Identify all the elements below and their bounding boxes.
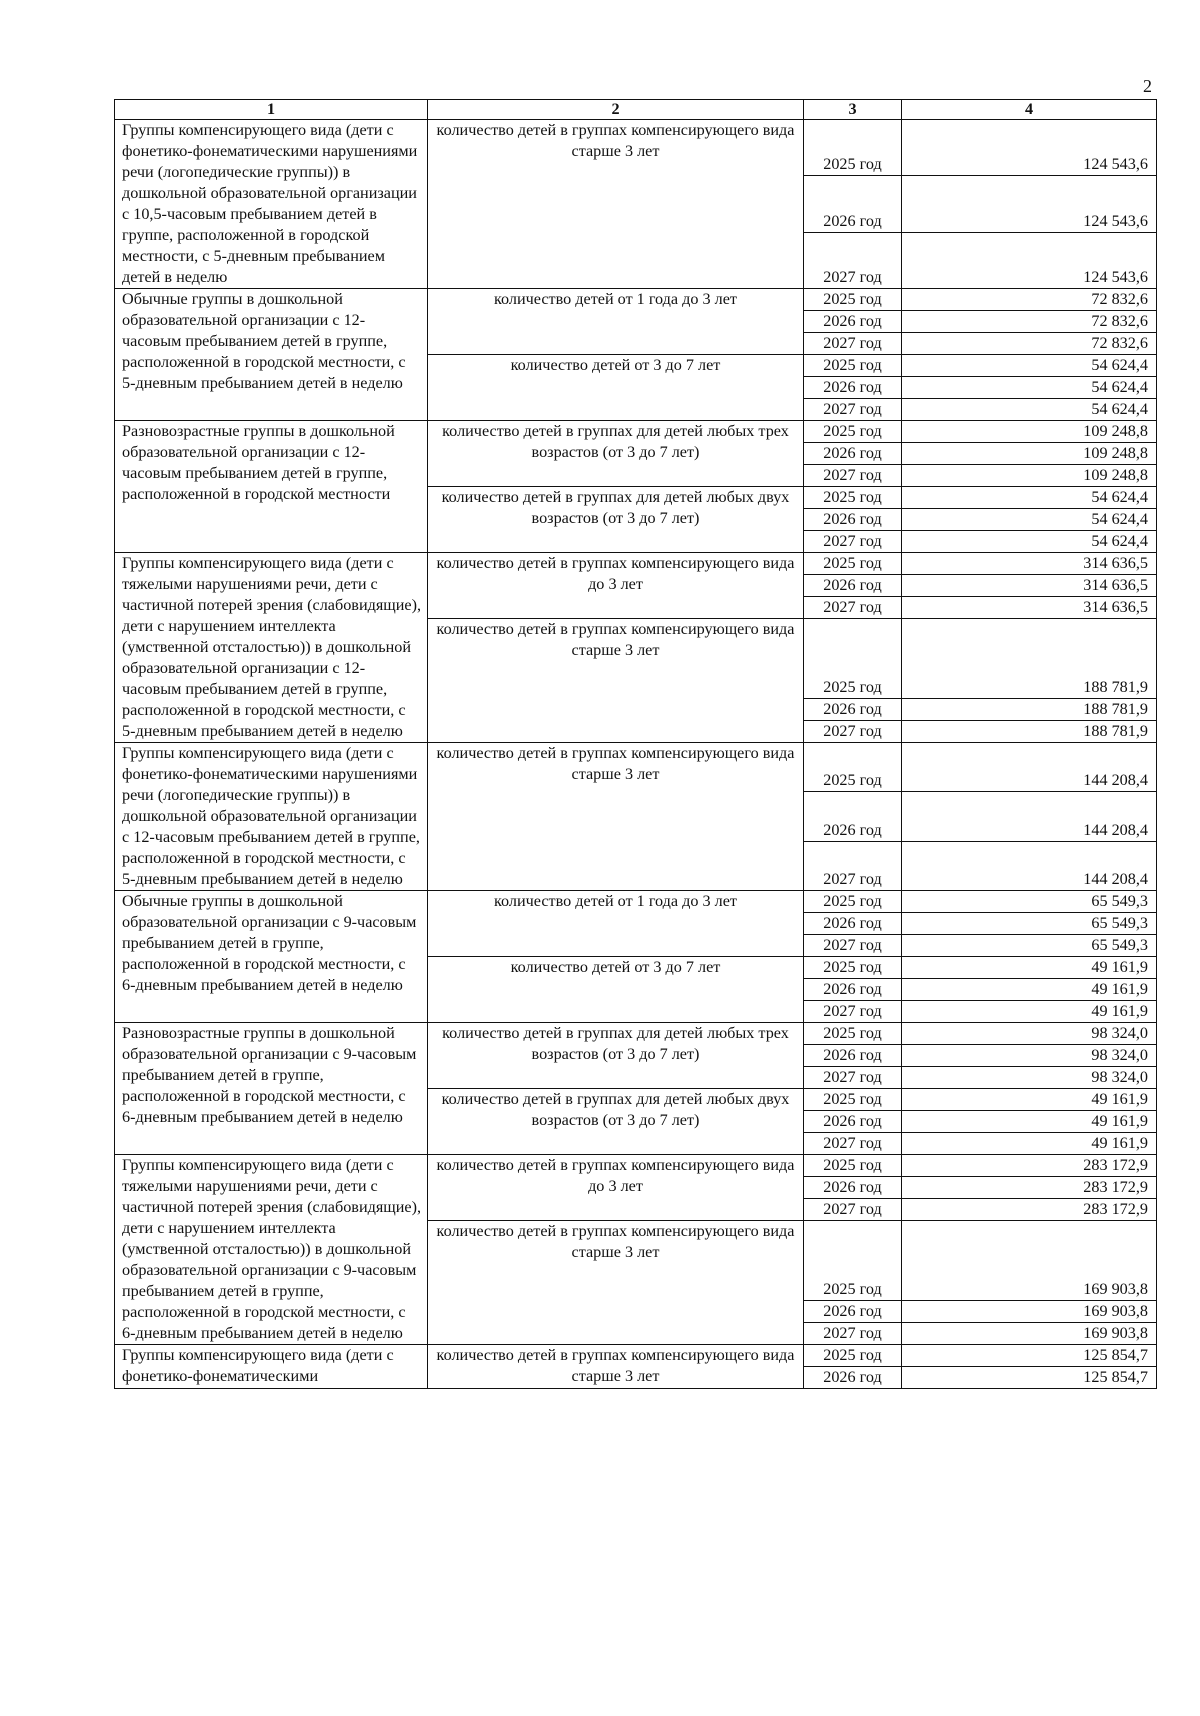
- year-cell: 2027 год: [804, 597, 902, 619]
- value-cell: 169 903,8: [902, 1323, 1157, 1345]
- year-cell: 2026 год: [804, 699, 902, 721]
- year-cell: 2025 год: [804, 957, 902, 979]
- table-row: [115, 743, 1157, 792]
- value-cell: 314 636,5: [902, 597, 1157, 619]
- page-number: 2: [1143, 76, 1152, 96]
- table-row: [115, 1155, 1157, 1177]
- value-cell: 65 549,3: [902, 935, 1157, 957]
- year-cell: 2025 год: [804, 1221, 902, 1301]
- year-cell: 2025 год: [804, 1155, 902, 1177]
- year-cell: 2026 год: [804, 1111, 902, 1133]
- value-cell: 72 832,6: [902, 333, 1157, 355]
- value-cell: 54 624,4: [902, 399, 1157, 421]
- year-cell: 2025 год: [804, 120, 902, 176]
- year-cell: 2026 год: [804, 792, 902, 841]
- year-cell: 2027 год: [804, 721, 902, 743]
- table-row: [115, 289, 1157, 311]
- header-col-4: 4: [902, 100, 1157, 120]
- year-cell: 2025 год: [804, 619, 902, 699]
- value-cell: 54 624,4: [902, 509, 1157, 531]
- year-cell: 2026 год: [804, 509, 902, 531]
- year-cell: 2025 год: [804, 487, 902, 509]
- value-cell: 144 208,4: [902, 743, 1157, 792]
- group-name: Группы компенсирующего вида (дети с тяжелыми нарушениями речи, дети с частичной потерей зрения (слабовидящие), дети с нарушением интеллекта (умственной отсталостью)) в дошкольной образовательной организации с 12-часовым пребыванием детей в группе, расположенной в городской местности, с 5-дневным пребыванием детей в неделю: [115, 553, 428, 743]
- indicator-label: количество детей в группах компенсирующего вида старше 3 лет: [428, 120, 804, 289]
- indicator-label: количество детей в группах компенсирующего вида до 3 лет: [428, 1155, 804, 1221]
- value-cell: 169 903,8: [902, 1301, 1157, 1323]
- value-cell: 283 172,9: [902, 1177, 1157, 1199]
- indicator-label: количество детей в группах компенсирующего вида старше 3 лет: [428, 1221, 804, 1345]
- table-row: [115, 553, 1157, 575]
- indicator-label: количество детей в группах для детей любых двух возрастов (от 3 до 7 лет): [428, 487, 804, 553]
- group-name: Группы компенсирующего вида (дети с тяжелыми нарушениями речи, дети с частичной потерей зрения (слабовидящие), дети с нарушением интеллекта (умственной отсталостью)) в дошкольной образовательной организации с 9-часовым пребыванием детей в группе, расположенной в городской местности, с 6-дневным пребыванием детей в неделю: [115, 1155, 428, 1345]
- year-cell: 2027 год: [804, 399, 902, 421]
- value-cell: 124 543,6: [902, 120, 1157, 176]
- year-cell: 2027 год: [804, 465, 902, 487]
- year-cell: 2026 год: [804, 575, 902, 597]
- value-cell: 314 636,5: [902, 575, 1157, 597]
- value-cell: 124 543,6: [902, 232, 1157, 288]
- group-name: Разновозрастные группы в дошкольной образовательной организации с 12-часовым пребыванием детей в группе, расположенной в городской местности: [115, 421, 428, 553]
- indicator-label: количество детей от 3 до 7 лет: [428, 355, 804, 421]
- year-cell: 2026 год: [804, 979, 902, 1001]
- year-cell: 2026 год: [804, 311, 902, 333]
- table-header-row: [115, 100, 1157, 120]
- year-cell: 2025 год: [804, 421, 902, 443]
- value-cell: 109 248,8: [902, 443, 1157, 465]
- year-cell: 2025 год: [804, 355, 902, 377]
- year-cell: 2027 год: [804, 333, 902, 355]
- value-cell: 144 208,4: [902, 841, 1157, 890]
- group-name: Группы компенсирующего вида (дети с фонетико-фонематическими: [115, 1345, 428, 1389]
- value-cell: 188 781,9: [902, 699, 1157, 721]
- tariff-table: [114, 99, 1157, 1389]
- value-cell: 98 324,0: [902, 1045, 1157, 1067]
- year-cell: 2025 год: [804, 1345, 902, 1367]
- year-cell: 2026 год: [804, 1301, 902, 1323]
- year-cell: 2026 год: [804, 1045, 902, 1067]
- value-cell: 98 324,0: [902, 1067, 1157, 1089]
- year-cell: 2025 год: [804, 553, 902, 575]
- year-cell: 2027 год: [804, 1199, 902, 1221]
- value-cell: 72 832,6: [902, 289, 1157, 311]
- year-cell: 2026 год: [804, 443, 902, 465]
- year-cell: 2025 год: [804, 289, 902, 311]
- year-cell: 2025 год: [804, 891, 902, 913]
- value-cell: 283 172,9: [902, 1155, 1157, 1177]
- indicator-label: количество детей в группах для детей любых двух возрастов (от 3 до 7 лет): [428, 1089, 804, 1155]
- value-cell: 54 624,4: [902, 487, 1157, 509]
- value-cell: 144 208,4: [902, 792, 1157, 841]
- indicator-label: количество детей в группах компенсирующего вида старше 3 лет: [428, 743, 804, 891]
- value-cell: 65 549,3: [902, 913, 1157, 935]
- year-cell: 2027 год: [804, 531, 902, 553]
- group-name: Обычные группы в дошкольной образовательной организации с 9-часовым пребыванием детей в группе, расположенной в городской местности, с 6-дневным пребыванием детей в неделю: [115, 891, 428, 1023]
- header-col-1: 1: [115, 100, 428, 120]
- indicator-label: количество детей от 3 до 7 лет: [428, 957, 804, 1023]
- indicator-label: количество детей от 1 года до 3 лет: [428, 289, 804, 355]
- value-cell: 49 161,9: [902, 979, 1157, 1001]
- value-cell: 49 161,9: [902, 1089, 1157, 1111]
- value-cell: 188 781,9: [902, 619, 1157, 699]
- year-cell: 2027 год: [804, 1067, 902, 1089]
- year-cell: 2025 год: [804, 1089, 902, 1111]
- header-col-3: 3: [804, 100, 902, 120]
- indicator-label: количество детей в группах для детей любых трех возрастов (от 3 до 7 лет): [428, 1023, 804, 1089]
- indicator-label: количество детей в группах компенсирующего вида старше 3 лет: [428, 619, 804, 743]
- year-cell: 2027 год: [804, 1133, 902, 1155]
- value-cell: 283 172,9: [902, 1199, 1157, 1221]
- group-name: Группы компенсирующего вида (дети с фонетико-фонематическими нарушениями речи (логопедические группы)) в дошкольной образовательной организации с 12-часовым пребыванием детей в группе, расположенной в городской местности, с 5-дневным пребыванием детей в неделю: [115, 743, 428, 891]
- year-cell: 2027 год: [804, 1001, 902, 1023]
- value-cell: 72 832,6: [902, 311, 1157, 333]
- table-row: [115, 1345, 1157, 1367]
- value-cell: 125 854,7: [902, 1367, 1157, 1389]
- group-name: Группы компенсирующего вида (дети с фонетико-фонематическими нарушениями речи (логопедические группы)) в дошкольной образовательной организации с 10,5-часовым пребыванием детей в группе, расположенной в городской местности, с 5-дневным пребыванием детей в неделю: [115, 120, 428, 289]
- value-cell: 65 549,3: [902, 891, 1157, 913]
- year-cell: 2026 год: [804, 1367, 902, 1389]
- indicator-label: количество детей в группах для детей любых трех возрастов (от 3 до 7 лет): [428, 421, 804, 487]
- year-cell: 2027 год: [804, 232, 902, 288]
- indicator-label: количество детей в группах компенсирующего вида старше 3 лет: [428, 1345, 804, 1389]
- value-cell: 49 161,9: [902, 1133, 1157, 1155]
- year-cell: 2025 год: [804, 1023, 902, 1045]
- value-cell: 314 636,5: [902, 553, 1157, 575]
- value-cell: 49 161,9: [902, 1111, 1157, 1133]
- header-col-2: 2: [428, 100, 804, 120]
- table-row: [115, 120, 1157, 176]
- year-cell: 2027 год: [804, 1323, 902, 1345]
- table-row: [115, 421, 1157, 443]
- value-cell: 109 248,8: [902, 465, 1157, 487]
- year-cell: 2026 год: [804, 377, 902, 399]
- indicator-label: количество детей от 1 года до 3 лет: [428, 891, 804, 957]
- value-cell: 124 543,6: [902, 176, 1157, 232]
- year-cell: 2026 год: [804, 176, 902, 232]
- value-cell: 54 624,4: [902, 355, 1157, 377]
- value-cell: 49 161,9: [902, 1001, 1157, 1023]
- value-cell: 54 624,4: [902, 377, 1157, 399]
- year-cell: 2025 год: [804, 743, 902, 792]
- value-cell: 125 854,7: [902, 1345, 1157, 1367]
- year-cell: 2027 год: [804, 935, 902, 957]
- value-cell: 54 624,4: [902, 531, 1157, 553]
- year-cell: 2026 год: [804, 913, 902, 935]
- group-name: Обычные группы в дошкольной образовательной организации с 12-часовым пребыванием детей в группе, расположенной в городской местности, с 5-дневным пребыванием детей в неделю: [115, 289, 428, 421]
- year-cell: 2027 год: [804, 841, 902, 890]
- value-cell: 109 248,8: [902, 421, 1157, 443]
- indicator-label: количество детей в группах компенсирующего вида до 3 лет: [428, 553, 804, 619]
- value-cell: 188 781,9: [902, 721, 1157, 743]
- table-row: [115, 891, 1157, 913]
- group-name: Разновозрастные группы в дошкольной образовательной организации с 9-часовым пребыванием детей в группе, расположенной в городской местности, с 6-дневным пребыванием детей в неделю: [115, 1023, 428, 1155]
- value-cell: 169 903,8: [902, 1221, 1157, 1301]
- year-cell: 2026 год: [804, 1177, 902, 1199]
- table-row: [115, 1023, 1157, 1045]
- value-cell: 49 161,9: [902, 957, 1157, 979]
- value-cell: 98 324,0: [902, 1023, 1157, 1045]
